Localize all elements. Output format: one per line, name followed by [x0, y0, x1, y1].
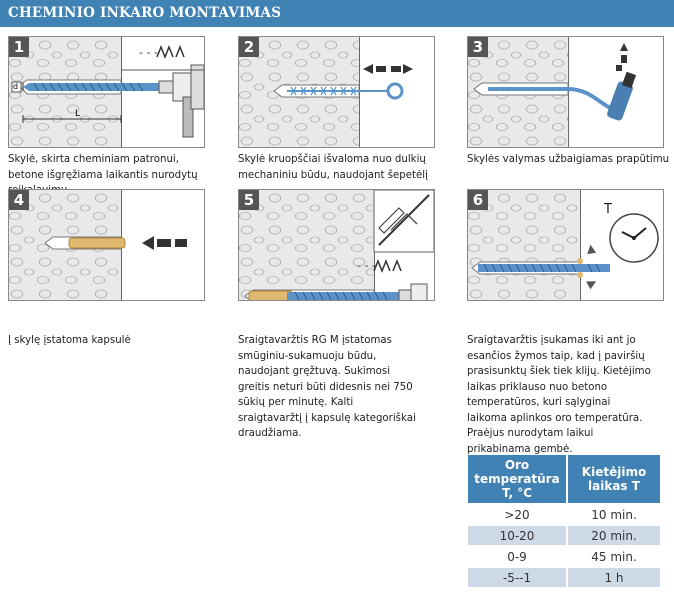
step-4-number: 4 [9, 190, 29, 210]
table-row [468, 505, 660, 524]
curing-time-cell: 10 min. [591, 507, 637, 522]
step-6-illustration [467, 189, 664, 301]
step-5-caption: Sraigtavaržtis RG M įstatomas smūginiu-sukamuoju būdu, naudojant gręžtuvą. Sukimosi greitis neturi būti didesnis nei 750 sūkių per minutę. Kalti sraigtavaržtį į kapsulę kategoriškai draudžiama. [238, 335, 416, 439]
svg-text:- - -: - - - [357, 259, 376, 272]
step-5-number: 5 [239, 190, 259, 210]
svg-text:- - -: - - - [139, 46, 158, 59]
step-4-illustration [8, 189, 205, 301]
table-row [468, 526, 660, 545]
step-2-number: 2 [239, 37, 259, 57]
curing-time-table [466, 453, 662, 589]
temperature-cell: 0-9 [507, 549, 527, 564]
step-3-caption: Skylės valymas užbaigiamas prapūtimu [467, 154, 670, 165]
temperature-column-header: Oro temperatūra T, °C [468, 455, 566, 503]
step-2-caption: Skylė kruopščiai išvaloma nuo dulkių mechaniniu būdu, naudojant šepetėlį [238, 154, 428, 181]
temperature-cell: 10-20 [468, 526, 566, 545]
temperature-cell: -5--1 [468, 568, 566, 587]
page-header [0, 0, 674, 27]
step-2-illustration [238, 36, 435, 148]
step-1-illustration [8, 36, 205, 148]
table-row [468, 568, 660, 587]
curing-time-cell: 45 min. [591, 549, 637, 564]
step-6-caption: Sraigtavaržtis įsukamas iki ant jo esančios žymos taip, kad į paviršių prasisunktų šiek tiek klijų. Kietėjimo laikas priklauso nuo betono temperatūros, kuri sąlyginai laikoma aplinkos oro temperatūra. Praėjus nurodytam laikui prikabinama gembė. [467, 335, 651, 455]
page-title: CHEMINIO INKARO MONTAVIMAS [8, 5, 282, 21]
table-row [468, 547, 660, 566]
curing-time-cell: 1 h [568, 568, 660, 587]
step-1-number: 1 [9, 37, 29, 57]
length-label: L [75, 109, 81, 119]
curing-time-column-header: Kietėjimo laikas T [568, 455, 660, 503]
step-1-caption: Skylė, skirta cheminiam patronui, betone išgręžiama laikantis nurodytų [8, 154, 198, 181]
step-3-illustration [467, 36, 664, 148]
step-3-number: 3 [468, 37, 488, 57]
diameter-label: d [13, 82, 19, 91]
step-6-number: 6 [468, 190, 488, 210]
time-label: T [604, 202, 612, 217]
step-4-caption: Į skylę įstatoma kapsulė [8, 335, 131, 346]
temperature-cell: >20 [504, 507, 530, 522]
step-5-illustration [238, 189, 435, 301]
curing-time-cell: 20 min. [568, 526, 660, 545]
